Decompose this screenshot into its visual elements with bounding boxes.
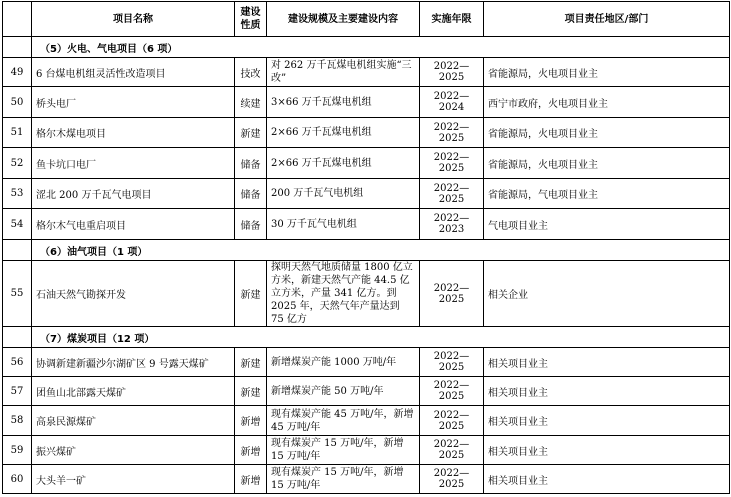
row-number: 50 xyxy=(3,87,32,118)
row-number: 49 xyxy=(3,58,32,87)
construction-scale: 新增煤炭产能 50 万吨/年 xyxy=(267,377,420,406)
responsible-dept: 相关项目业主 xyxy=(484,406,730,436)
responsible-dept: 相关项目业主 xyxy=(484,465,730,494)
section-row xyxy=(3,240,730,261)
project-name: 格尔木气电重启项目 xyxy=(32,209,235,240)
responsible-dept: 相关项目业主 xyxy=(484,348,730,377)
construction-scale: 30 万千瓦气电机组 xyxy=(267,209,420,240)
project-name: 涩北 200 万千瓦气电项目 xyxy=(32,179,235,209)
construction-nature: 新建 xyxy=(235,348,267,377)
implementation-period: 2022—2025 xyxy=(420,148,484,179)
construction-nature: 新增 xyxy=(235,465,267,494)
construction-scale: 新增煤炭产能 1000 万吨/年 xyxy=(267,348,420,377)
implementation-period: 2022—2025 xyxy=(420,348,484,377)
implementation-period: 2022—2025 xyxy=(420,406,484,436)
table-row xyxy=(3,87,730,118)
responsible-dept: 相关项目业主 xyxy=(484,377,730,406)
responsible-dept: 相关企业 xyxy=(484,261,730,327)
responsible-dept: 省能源局，火电项目业主 xyxy=(484,148,730,179)
row-number: 60 xyxy=(3,465,32,494)
table-row xyxy=(3,436,730,465)
section-title: （5）火电、气电项目（6 项） xyxy=(32,37,730,58)
project-name: 桥头电厂 xyxy=(32,87,235,118)
construction-scale: 对 262 万千瓦煤电机组实施“三改” xyxy=(267,58,420,87)
header-num xyxy=(3,2,32,37)
header-scale: 建设规模及主要建设内容 xyxy=(267,2,420,37)
responsible-dept: 省能源局，火电项目业主 xyxy=(484,58,730,87)
project-name: 协调新建新疆沙尔湖矿区 9 号露天煤矿 xyxy=(32,348,235,377)
header-nature: 建设性质 xyxy=(235,2,267,37)
construction-nature: 储备 xyxy=(235,209,267,240)
implementation-period: 2022—2025 xyxy=(420,58,484,87)
row-number: 58 xyxy=(3,406,32,436)
construction-scale: 200 万千瓦气电机组 xyxy=(267,179,420,209)
construction-scale: 现有煤炭产 15 万吨/年，新增 15 万吨/年 xyxy=(267,436,420,465)
implementation-period: 2022—2023 xyxy=(420,209,484,240)
row-number: 54 xyxy=(3,209,32,240)
project-name: 6 台煤电机组灵活性改造项目 xyxy=(32,58,235,87)
table-row xyxy=(3,58,730,87)
construction-scale: 2×66 万千瓦煤电机组 xyxy=(267,148,420,179)
row-number: 56 xyxy=(3,348,32,377)
section-blank xyxy=(3,37,32,58)
table-row xyxy=(3,209,730,240)
row-number: 53 xyxy=(3,179,32,209)
table-row xyxy=(3,377,730,406)
construction-scale: 现有煤炭产 15 万吨/年，新增 15 万吨/年 xyxy=(267,465,420,494)
header-name: 项目名称 xyxy=(32,2,235,37)
implementation-period: 2022—2025 xyxy=(420,179,484,209)
project-name: 大头羊一矿 xyxy=(32,465,235,494)
header-row xyxy=(3,2,730,37)
implementation-period: 2022—2025 xyxy=(420,377,484,406)
project-name: 高泉民源煤矿 xyxy=(32,406,235,436)
project-name: 石油天然气勘探开发 xyxy=(32,261,235,327)
construction-nature: 储备 xyxy=(235,179,267,209)
table-row xyxy=(3,179,730,209)
section-title: （7）煤炭项目（12 项） xyxy=(32,327,730,348)
project-name: 团鱼山北部露天煤矿 xyxy=(32,377,235,406)
row-number: 57 xyxy=(3,377,32,406)
table-row xyxy=(3,406,730,436)
section-row xyxy=(3,37,730,58)
project-name: 鱼卡坑口电厂 xyxy=(32,148,235,179)
construction-nature: 储备 xyxy=(235,148,267,179)
row-number: 55 xyxy=(3,261,32,327)
table-row xyxy=(3,261,730,327)
project-name: 格尔木煤电项目 xyxy=(32,118,235,148)
implementation-period: 2022—2025 xyxy=(420,465,484,494)
responsible-dept: 西宁市政府，火电项目业主 xyxy=(484,87,730,118)
construction-nature: 新增 xyxy=(235,436,267,465)
construction-nature: 新建 xyxy=(235,377,267,406)
project-name: 振兴煤矿 xyxy=(32,436,235,465)
header-period: 实施年限 xyxy=(420,2,484,37)
responsible-dept: 省能源局，火电项目业主 xyxy=(484,118,730,148)
construction-nature: 新建 xyxy=(235,118,267,148)
table-row xyxy=(3,348,730,377)
construction-nature: 技改 xyxy=(235,58,267,87)
implementation-period: 2022—2025 xyxy=(420,118,484,148)
row-number: 52 xyxy=(3,148,32,179)
construction-nature: 新增 xyxy=(235,406,267,436)
implementation-period: 2022—2024 xyxy=(420,87,484,118)
construction-scale: 现有煤炭产能 45 万吨/年，新增 45 万吨/年 xyxy=(267,406,420,436)
responsible-dept: 气电项目业主 xyxy=(484,209,730,240)
section-row xyxy=(3,327,730,348)
construction-nature: 续建 xyxy=(235,87,267,118)
project-table xyxy=(2,1,730,494)
construction-scale: 3×66 万千瓦煤电机组 xyxy=(267,87,420,118)
construction-scale: 探明天然气地质储量 1800 亿立方米，新建天然气产能 44.5 亿立方米，产量 341 亿方。到 2025 年，天然气年产量达到 75 亿方 xyxy=(267,261,420,327)
responsible-dept: 相关项目业主 xyxy=(484,436,730,465)
header-dept: 项目责任地区/部门 xyxy=(484,2,730,37)
table-row xyxy=(3,118,730,148)
implementation-period: 2022—2025 xyxy=(420,261,484,327)
section-blank xyxy=(3,327,32,348)
row-number: 59 xyxy=(3,436,32,465)
table-row xyxy=(3,465,730,494)
implementation-period: 2022—2025 xyxy=(420,436,484,465)
table-row xyxy=(3,148,730,179)
section-title: （6）油气项目（1 项） xyxy=(32,240,730,261)
responsible-dept: 省能源局，气电项目业主 xyxy=(484,179,730,209)
section-blank xyxy=(3,240,32,261)
construction-scale: 2×66 万千瓦煤电机组 xyxy=(267,118,420,148)
construction-nature: 新建 xyxy=(235,261,267,327)
row-number: 51 xyxy=(3,118,32,148)
